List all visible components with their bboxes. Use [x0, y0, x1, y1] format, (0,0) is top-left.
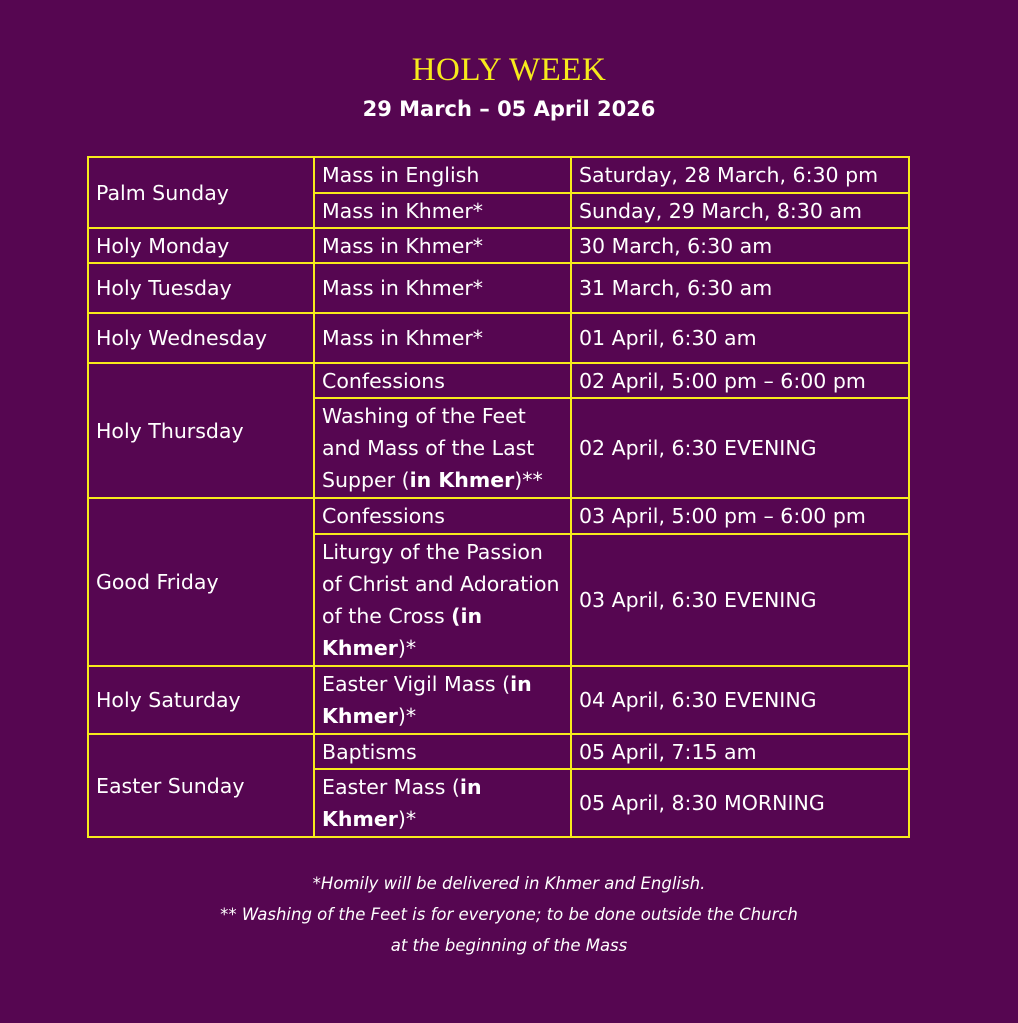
time-cell: 01 April, 6:30 am [571, 313, 909, 363]
event-cell [314, 769, 571, 837]
footnote-washing-continued: at the beginning of the Mass [390, 936, 628, 955]
day-cell: Holy Thursday [88, 363, 314, 498]
event-text: Washing of the Feet and Mass of the Last Supper ( [322, 404, 535, 492]
event-cell: Mass in Khmer* [314, 263, 571, 313]
event-text: Easter Vigil Mass ( [322, 672, 511, 696]
time-cell: 03 April, 6:30 EVENING [571, 534, 909, 666]
time-cell: 05 April, 8:30 MORNING [571, 769, 909, 837]
table-row [88, 228, 909, 263]
event-text: Easter Mass ( [322, 775, 460, 799]
table-row [88, 313, 909, 363]
day-cell: Holy Saturday [88, 666, 314, 734]
event-cell: Mass in English [314, 157, 571, 193]
time-cell: 30 March, 6:30 am [571, 228, 909, 263]
event-language-bold: (in Khmer [322, 604, 483, 660]
table-row [88, 734, 909, 769]
event-language-bold: in Khmer [322, 775, 482, 831]
event-marker: )* [397, 807, 417, 831]
footnotes [0, 868, 1018, 961]
event-cell [314, 534, 571, 666]
event-cell [314, 398, 571, 498]
table-row [88, 263, 909, 313]
day-cell: Holy Tuesday [88, 263, 314, 313]
event-text: Liturgy of the Passion of Christ and Adoration of the Cross [322, 540, 560, 628]
day-cell: Good Friday [88, 498, 314, 666]
event-language-bold: in Khmer [409, 468, 515, 492]
time-cell: 05 April, 7:15 am [571, 734, 909, 769]
event-marker: )* [397, 704, 417, 728]
event-marker: )* [397, 636, 417, 660]
time-cell: 04 April, 6:30 EVENING [571, 666, 909, 734]
event-cell: Confessions [314, 498, 571, 534]
event-cell: Mass in Khmer* [314, 228, 571, 263]
event-cell [314, 666, 571, 734]
table-row [88, 157, 909, 193]
table-row [88, 666, 909, 734]
event-cell: Confessions [314, 363, 571, 398]
time-cell: 02 April, 5:00 pm – 6:00 pm [571, 363, 909, 398]
table-row [88, 363, 909, 398]
date-range: 29 March – 05 April 2026 [362, 97, 656, 121]
event-language-bold: in Khmer [322, 672, 532, 728]
time-cell: 03 April, 5:00 pm – 6:00 pm [571, 498, 909, 534]
table-row [88, 498, 909, 534]
time-cell: Saturday, 28 March, 6:30 pm [571, 157, 909, 193]
event-cell: Baptisms [314, 734, 571, 769]
event-cell: Mass in Khmer* [314, 193, 571, 228]
day-cell: Holy Monday [88, 228, 314, 263]
time-cell: 02 April, 6:30 EVENING [571, 398, 909, 498]
footnote-washing: ** Washing of the Feet is for everyone; to be done outside the Church [220, 905, 798, 924]
day-cell: Easter Sunday [88, 734, 314, 837]
footnote-homily: *Homily will be delivered in Khmer and English. [312, 874, 706, 893]
time-cell: 31 March, 6:30 am [571, 263, 909, 313]
page-title: HOLY WEEK [411, 52, 607, 88]
time-cell: Sunday, 29 March, 8:30 am [571, 193, 909, 228]
day-cell: Holy Wednesday [88, 313, 314, 363]
event-cell: Mass in Khmer* [314, 313, 571, 363]
event-marker: )** [514, 468, 543, 492]
schedule-table [87, 156, 910, 838]
day-cell: Palm Sunday [88, 157, 314, 228]
